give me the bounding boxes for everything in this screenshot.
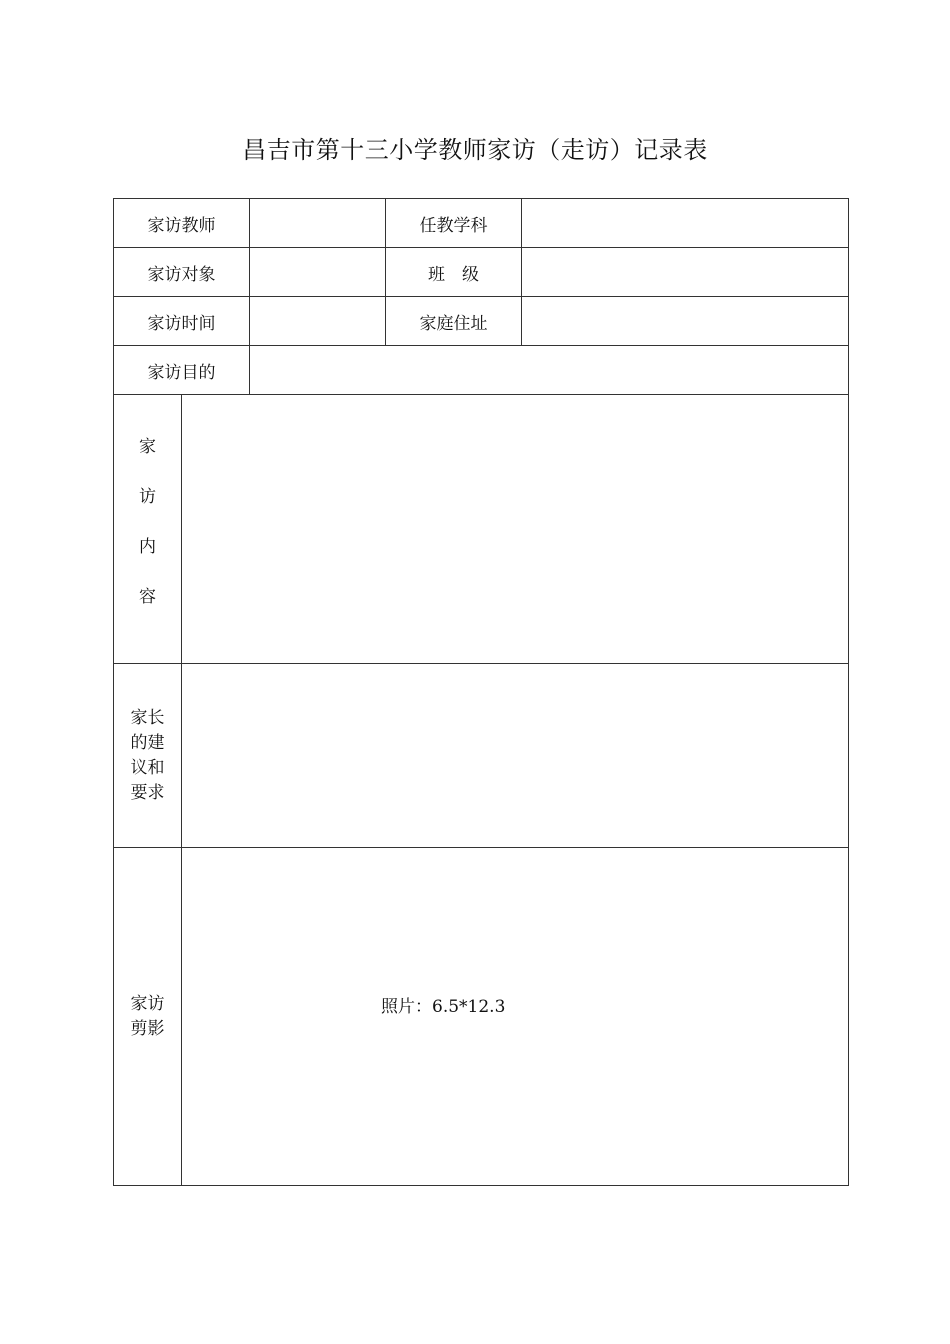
label-visit-photo — [114, 848, 181, 1185]
parent-suggestions-label-text: 家长 的建 议和 要求 — [130, 707, 165, 803]
visiting-teacher-field[interactable] — [250, 199, 385, 247]
label-visit-purpose: 家访目的 — [147, 362, 216, 383]
visit-photo-label-text: 家访 剪影 — [130, 993, 165, 1039]
photo-size-note: 照片：6.5*12.3 — [381, 997, 506, 1017]
home-address-field[interactable] — [522, 297, 848, 345]
label-visit-target: 家访对象 — [147, 264, 216, 285]
label-char: 家 — [139, 437, 156, 457]
document-title: 昌吉市第十三小学教师家访（走访）记录表 — [242, 136, 708, 164]
label-visiting-teacher: 家访教师 — [147, 215, 216, 236]
label-class: 班 级 — [428, 264, 479, 285]
visit-time-field[interactable] — [250, 297, 385, 345]
label-parent-suggestions — [114, 664, 181, 847]
parent-suggestions-field[interactable] — [182, 664, 848, 847]
visit-purpose-field[interactable] — [250, 346, 848, 394]
label-char: 容 — [139, 587, 156, 607]
label-char: 内 — [139, 537, 156, 557]
label-subject: 任教学科 — [419, 215, 488, 236]
label-visit-time: 家访时间 — [147, 313, 216, 334]
subject-field[interactable] — [522, 199, 848, 247]
label-visit-content — [114, 395, 181, 663]
visit-target-field[interactable] — [250, 248, 385, 296]
label-home-address: 家庭住址 — [419, 313, 488, 334]
visit-content-field[interactable] — [182, 395, 848, 663]
visit-photo-area[interactable] — [182, 848, 848, 1185]
visit-record-table — [113, 198, 849, 1186]
class-field[interactable] — [522, 248, 848, 296]
label-char: 访 — [139, 487, 156, 507]
